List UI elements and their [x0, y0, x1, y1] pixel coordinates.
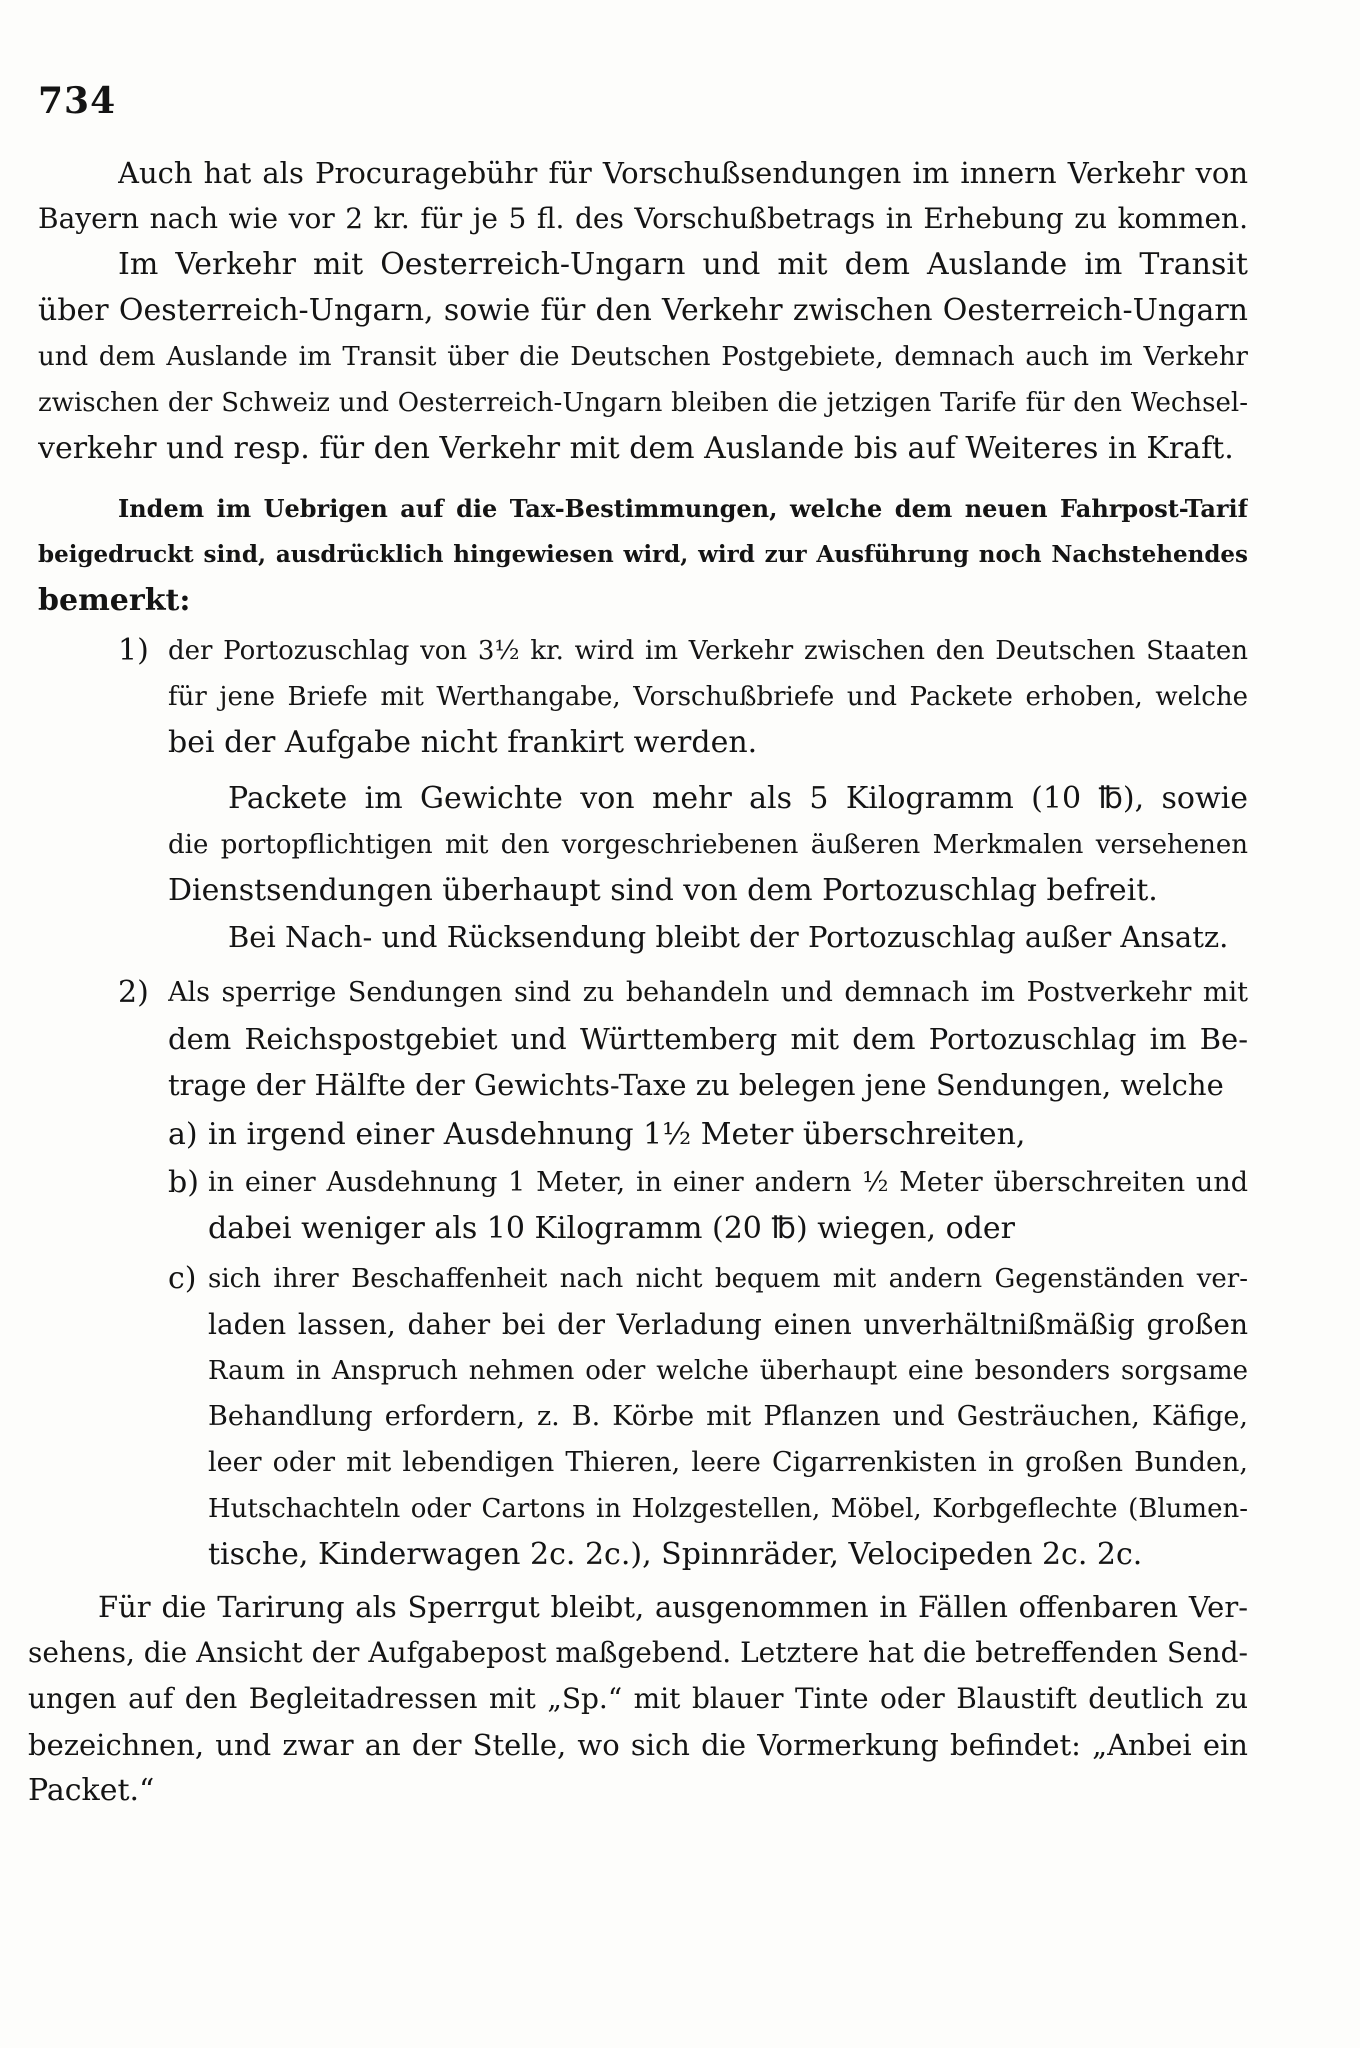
para2-line-4: zwischen der Schweiz und Oesterreich-Ungarn bleiben die jetzigen Tarife für den Wechsel-	[38, 388, 1248, 418]
item2b-line-1: in einer Ausdehnung 1 Meter, in einer andern ½ Meter überschreiten und	[208, 1167, 1248, 1198]
page-number: 734	[38, 80, 117, 122]
para4-line-2: sehens, die Ansicht der Aufgabepost maßgebend. Letztere hat die betreffenden Send-	[28, 1636, 1248, 1669]
item1-sub1-line-1: Packete im Gewichte von mehr als 5 Kilogramm (10 ℔), sowie	[228, 781, 1248, 816]
para2-line-3: und dem Auslande im Transit über die Deutschen Postgebiete, demnach auch im Verkehr	[38, 342, 1248, 372]
item1-line-2: für jene Briefe mit Werthangabe, Vorschußbriefe und Packete erhoben, welche	[168, 682, 1248, 712]
item2c-line-6: Hutschachteln oder Cartons in Holzgestellen, Möbel, Korbgeflechte (Blumen-	[208, 1494, 1248, 1524]
item2-line-1: Als sperrige Sendungen sind zu behandeln und demnach im Postverkehr mit	[168, 977, 1248, 1008]
para3-line-3: bemerkt:	[38, 583, 191, 618]
item2c-line-2: laden lassen, daher bei der Verladung einen unverhältnißmäßig großen	[208, 1308, 1248, 1341]
item1-sub1-line-2: die portopflichtigen mit den vorgeschriebenen äußeren Merkmalen versehenen	[168, 830, 1248, 860]
item1-marker: 1)	[118, 633, 149, 668]
para4-line-5: Packet.“	[28, 1773, 155, 1808]
item2c-line-5: leer oder mit lebendigen Thieren, leere Cigarrenkisten in großen Bunden,	[208, 1447, 1248, 1478]
item2c-marker: c)	[168, 1261, 197, 1296]
para3-line-1: Indem im Uebrigen auf die Tax-Bestimmungen, welche dem neuen Fahrpost-Tarif	[118, 494, 1248, 523]
para4-line-3: ungen auf den Begleitadressen mit „Sp.“ mit blauer Tinte oder Blaustift deutlich zu	[28, 1682, 1248, 1715]
item2c-line-4: Behandlung erfordern, z. B. Körbe mit Pflanzen und Gesträuchen, Käfige,	[208, 1401, 1248, 1432]
item2b-marker: b)	[168, 1165, 199, 1200]
para1-line-1: Auch hat als Procuragebühr für Vorschußsendungen im innern Verkehr von	[118, 156, 1248, 190]
para4-line-4: bezeichnen, und zwar an der Stelle, wo sich die Vormerkung befindet: „Anbei ein	[28, 1728, 1248, 1762]
item2a-marker: a)	[168, 1117, 198, 1152]
item2c-line-1: sich ihrer Beschaffenheit nach nicht bequem mit andern Gegenständen ver-	[208, 1264, 1248, 1294]
para2-line-1: Im Verkehr mit Oesterreich-Ungarn und mit dem Auslande im Transit	[118, 247, 1248, 282]
item2c-line-3: Raum in Anspruch nehmen oder welche überhaupt eine besonders sorgsame	[208, 1356, 1248, 1386]
item2b-line-2: dabei weniger als 10 Kilogramm (20 ℔) wiegen, oder	[208, 1211, 1015, 1246]
item1-line-1: der Portozuschlag von 3½ kr. wird im Verkehr zwischen den Deutschen Staaten	[168, 636, 1248, 666]
item1-line-3: bei der Aufgabe nicht frankirt werden.	[168, 725, 758, 760]
para1-line-2: Bayern nach wie vor 2 kr. für je 5 fl. des Vorschußbetrags in Erhebung zu kommen.	[38, 202, 1248, 235]
item2a-line-1: in irgend einer Ausdehnung 1½ Meter überschreiten,	[208, 1117, 1026, 1152]
item2-line-2: dem Reichspostgebiet und Württemberg mit dem Portozuschlag im Be-	[168, 1022, 1248, 1056]
item2-marker: 2)	[118, 975, 149, 1010]
item2c-line-7: tische, Kinderwagen 2c. 2c.), Spinnräder, Velocipeden 2c. 2c.	[208, 1537, 1143, 1572]
item2-line-3: trage der Hälfte der Gewichts-Taxe zu belegen jene Sendungen, welche	[168, 1068, 1224, 1102]
item1-sub2-line: Bei Nach- und Rücksendung bleibt der Portozuschlag außer Ansatz.	[228, 920, 1229, 954]
para2-line-5: verkehr und resp. für den Verkehr mit dem Auslande bis auf Weiteres in Kraft.	[38, 431, 1234, 466]
para2-line-2: über Oesterreich-Ungarn, sowie für den Verkehr zwischen Oesterreich-Ungarn	[38, 293, 1248, 328]
para4-line-1: Für die Tarirung als Sperrgut bleibt, ausgenommen in Fällen offenbaren Ver-	[98, 1590, 1248, 1624]
para3-line-2: beigedruckt sind, ausdrücklich hingewiesen wird, wird zur Ausführung noch Nachstehendes	[38, 541, 1248, 568]
item1-sub1-line-3: Dienstsendungen überhaupt sind von dem Portozuschlag befreit.	[168, 873, 1158, 908]
